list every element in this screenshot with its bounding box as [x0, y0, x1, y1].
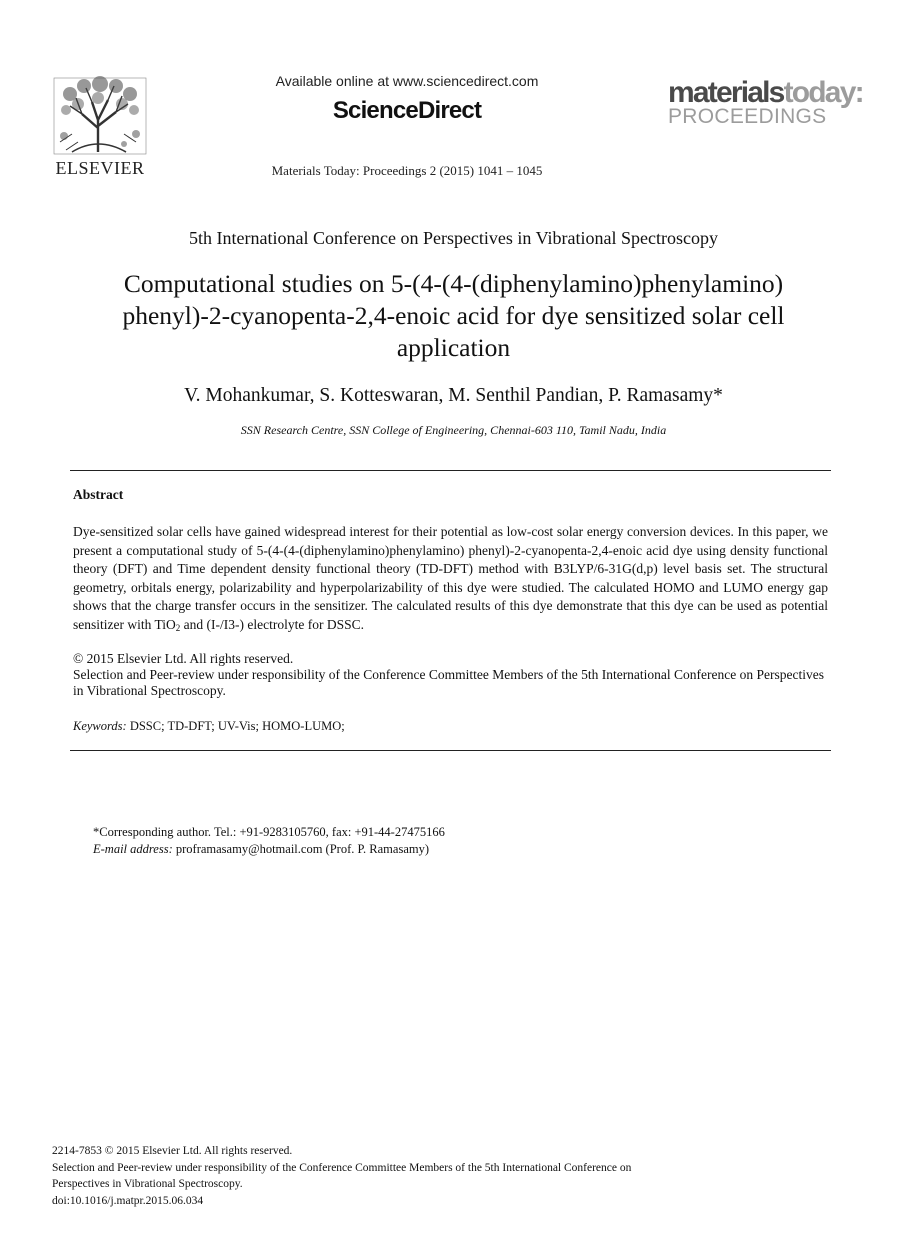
title-line: Computational studies on 5-(4-(4-(diphenylamino)phenylamino) — [123, 269, 784, 298]
abstract-heading: Abstract — [73, 487, 124, 502]
copyright-line: © 2015 Elsevier Ltd. All rights reserved. — [73, 651, 294, 666]
elsevier-wordmark: ELSEVIER — [55, 158, 145, 178]
paper-title — [60, 268, 847, 364]
materials-today-logo — [668, 76, 863, 132]
keywords — [73, 719, 345, 734]
logo-word-today: today — [783, 76, 855, 109]
logo-word-proceedings: PROCEEDINGS — [668, 105, 827, 128]
logo-colon: : — [854, 76, 863, 109]
elsevier-tree-icon — [52, 76, 148, 156]
journal-citation: Materials Today: Proceedings 2 (2015) 1041 – 1045 — [271, 163, 543, 178]
keywords-label: Keywords: — [73, 719, 127, 733]
corresponding-author — [93, 824, 445, 858]
available-online-text[interactable]: Available online at www.sciencedirect.com — [275, 73, 539, 89]
footer-selection-line: Perspectives in Vibrational Spectroscopy. — [52, 1178, 243, 1190]
abstract-text-end: and (I-/I3-) electrolyte for DSSC. — [180, 616, 364, 632]
email-address[interactable]: proframasamy@hotmail.com (Prof. P. Ramasamy) — [172, 842, 429, 856]
footer-selection-line: Selection and Peer-review under responsibility of the Conference Committee Members of the 5th International Conference on — [52, 1161, 632, 1174]
peer-review-statement: Selection and Peer-review under responsibility of the Conference Committee Members of the 5th International Conference on Perspectives in Vibrational Spectroscopy. — [73, 667, 824, 698]
logo-word-materials: materials — [668, 76, 784, 109]
abstract-body — [73, 523, 828, 634]
email-label: E-mail address: — [93, 842, 173, 856]
conference-name: 5th International Conference on Perspectives in Vibrational Spectroscopy — [189, 228, 718, 248]
keywords-value: DSSC; TD-DFT; UV-Vis; HOMO-LUMO; — [126, 719, 345, 733]
sciencedirect-brand[interactable]: ScienceDirect — [332, 97, 482, 124]
elsevier-logo — [52, 76, 148, 178]
top-divider — [70, 470, 831, 471]
corresponding-contact: *Corresponding author. Tel.: +91-9283105760, fax: +91-44-27475166 — [93, 825, 445, 839]
materials-today-wordmark — [668, 76, 863, 109]
issn-line: 2214-7853 © 2015 Elsevier Ltd. All rights reserved. — [52, 1145, 293, 1157]
author-list: V. Mohankumar, S. Kotteswaran, M. Senthil Pandian, P. Ramasamy* — [184, 385, 723, 406]
title-line: application — [396, 333, 511, 362]
title-line: phenyl)-2-cyanopenta-2,4-enoic acid for dye sensitized solar cell — [122, 301, 785, 330]
affiliation: SSN Research Centre, SSN College of Engineering, Chennai-603 110, Tamil Nadu, India — [240, 423, 667, 437]
doi-link[interactable]: doi:10.1016/j.matpr.2015.06.034 — [52, 1194, 204, 1207]
page-footer — [52, 1143, 812, 1209]
bottom-divider — [70, 750, 831, 751]
tio2-subscript: 2 — [175, 622, 181, 633]
email-line — [93, 841, 445, 858]
abstract-text-main: Dye-sensitized solar cells have gained widespread interest for their potential as low-cost solar energy conversion devices. In this paper, we present a computational study of 5-(4-(4-(diphenylamino)phenylamino) phenyl)-2-cyanopenta-2,4-enoic acid dye using density functional theory (DFT) and Time dependent density functional theory (TD-DFT) method with B3LYP/6-31G(d,p) level basis set. The structural geometry, orbitals energy, polarizability and hyperpolarizability of this dye were studied. The calculated HOMO and LUMO energy gap shows that the charge transfer occurs in the sensitizer. The calculated results of this dye demonstrate that this dye can be used as potential sensitizer with TiO — [73, 524, 828, 632]
copyright-notice — [73, 651, 828, 699]
